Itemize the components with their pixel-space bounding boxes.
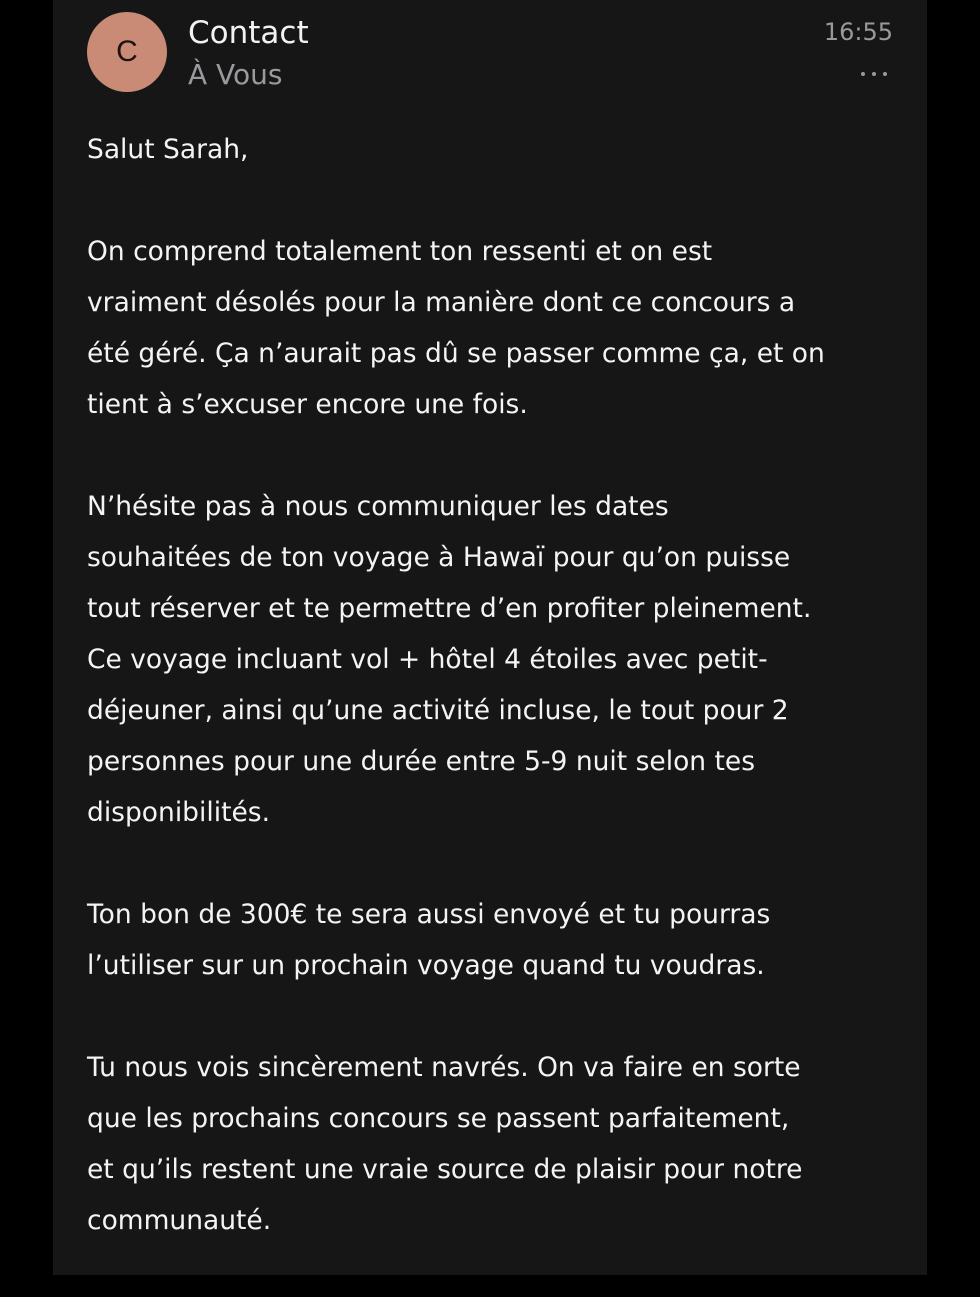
email-panel <box>53 0 927 1275</box>
message-body <box>87 124 907 1297</box>
message-line: que les prochains concours se passent parfaitement, <box>87 1103 790 1134</box>
message-line: Ton bon de 300€ te sera aussi envoyé et tu pourras <box>87 899 771 930</box>
more-dot <box>861 72 865 76</box>
avatar-initial: C <box>116 35 138 68</box>
more-dot <box>872 72 876 76</box>
message-line: N’hésite pas à nous communiquer les dates <box>87 491 669 522</box>
paragraph-apology <box>87 226 907 430</box>
message-line: tient à s’excuser encore une fois. <box>87 389 528 420</box>
message-line: souhaitées de ton voyage à Hawaï pour qu’on puisse <box>87 542 791 573</box>
message-line: et qu’ils restent une vraie source de plaisir pour notre <box>87 1154 803 1185</box>
paragraph-closing <box>87 1042 907 1246</box>
sender-name[interactable]: Contact <box>188 15 309 51</box>
timestamp: 16:55 <box>823 18 893 46</box>
recipient-label[interactable]: À Vous <box>188 58 283 91</box>
message-line: Ce voyage incluant vol + hôtel 4 étoiles avec petit- <box>87 644 768 675</box>
message-line: l’utiliser sur un prochain voyage quand tu voudras. <box>87 950 765 981</box>
message-line: On comprend totalement ton ressenti et on est <box>87 236 713 267</box>
avatar[interactable] <box>87 12 167 92</box>
more-dot <box>883 72 887 76</box>
message-line: été géré. Ça n’aurait pas dû se passer comme ça, et on <box>87 338 825 369</box>
paragraph-trip-details <box>87 481 907 838</box>
paragraph-voucher <box>87 889 907 991</box>
message-line: vraiment désolés pour la manière dont ce concours a <box>87 287 796 318</box>
message-line: communauté. <box>87 1205 272 1236</box>
message-line: disponibilités. <box>87 797 271 828</box>
message-line: personnes pour une durée entre 5-9 nuit selon tes <box>87 746 755 777</box>
message-line: Tu nous vois sincèrement navrés. On va faire en sorte <box>87 1052 801 1083</box>
more-horizontal-icon[interactable] <box>861 66 887 82</box>
greeting: Salut Sarah, <box>87 134 249 165</box>
message-line: tout réserver et te permettre d’en profiter pleinement. <box>87 593 812 624</box>
message-line: déjeuner, ainsi qu’une activité incluse, le tout pour 2 <box>87 695 789 726</box>
